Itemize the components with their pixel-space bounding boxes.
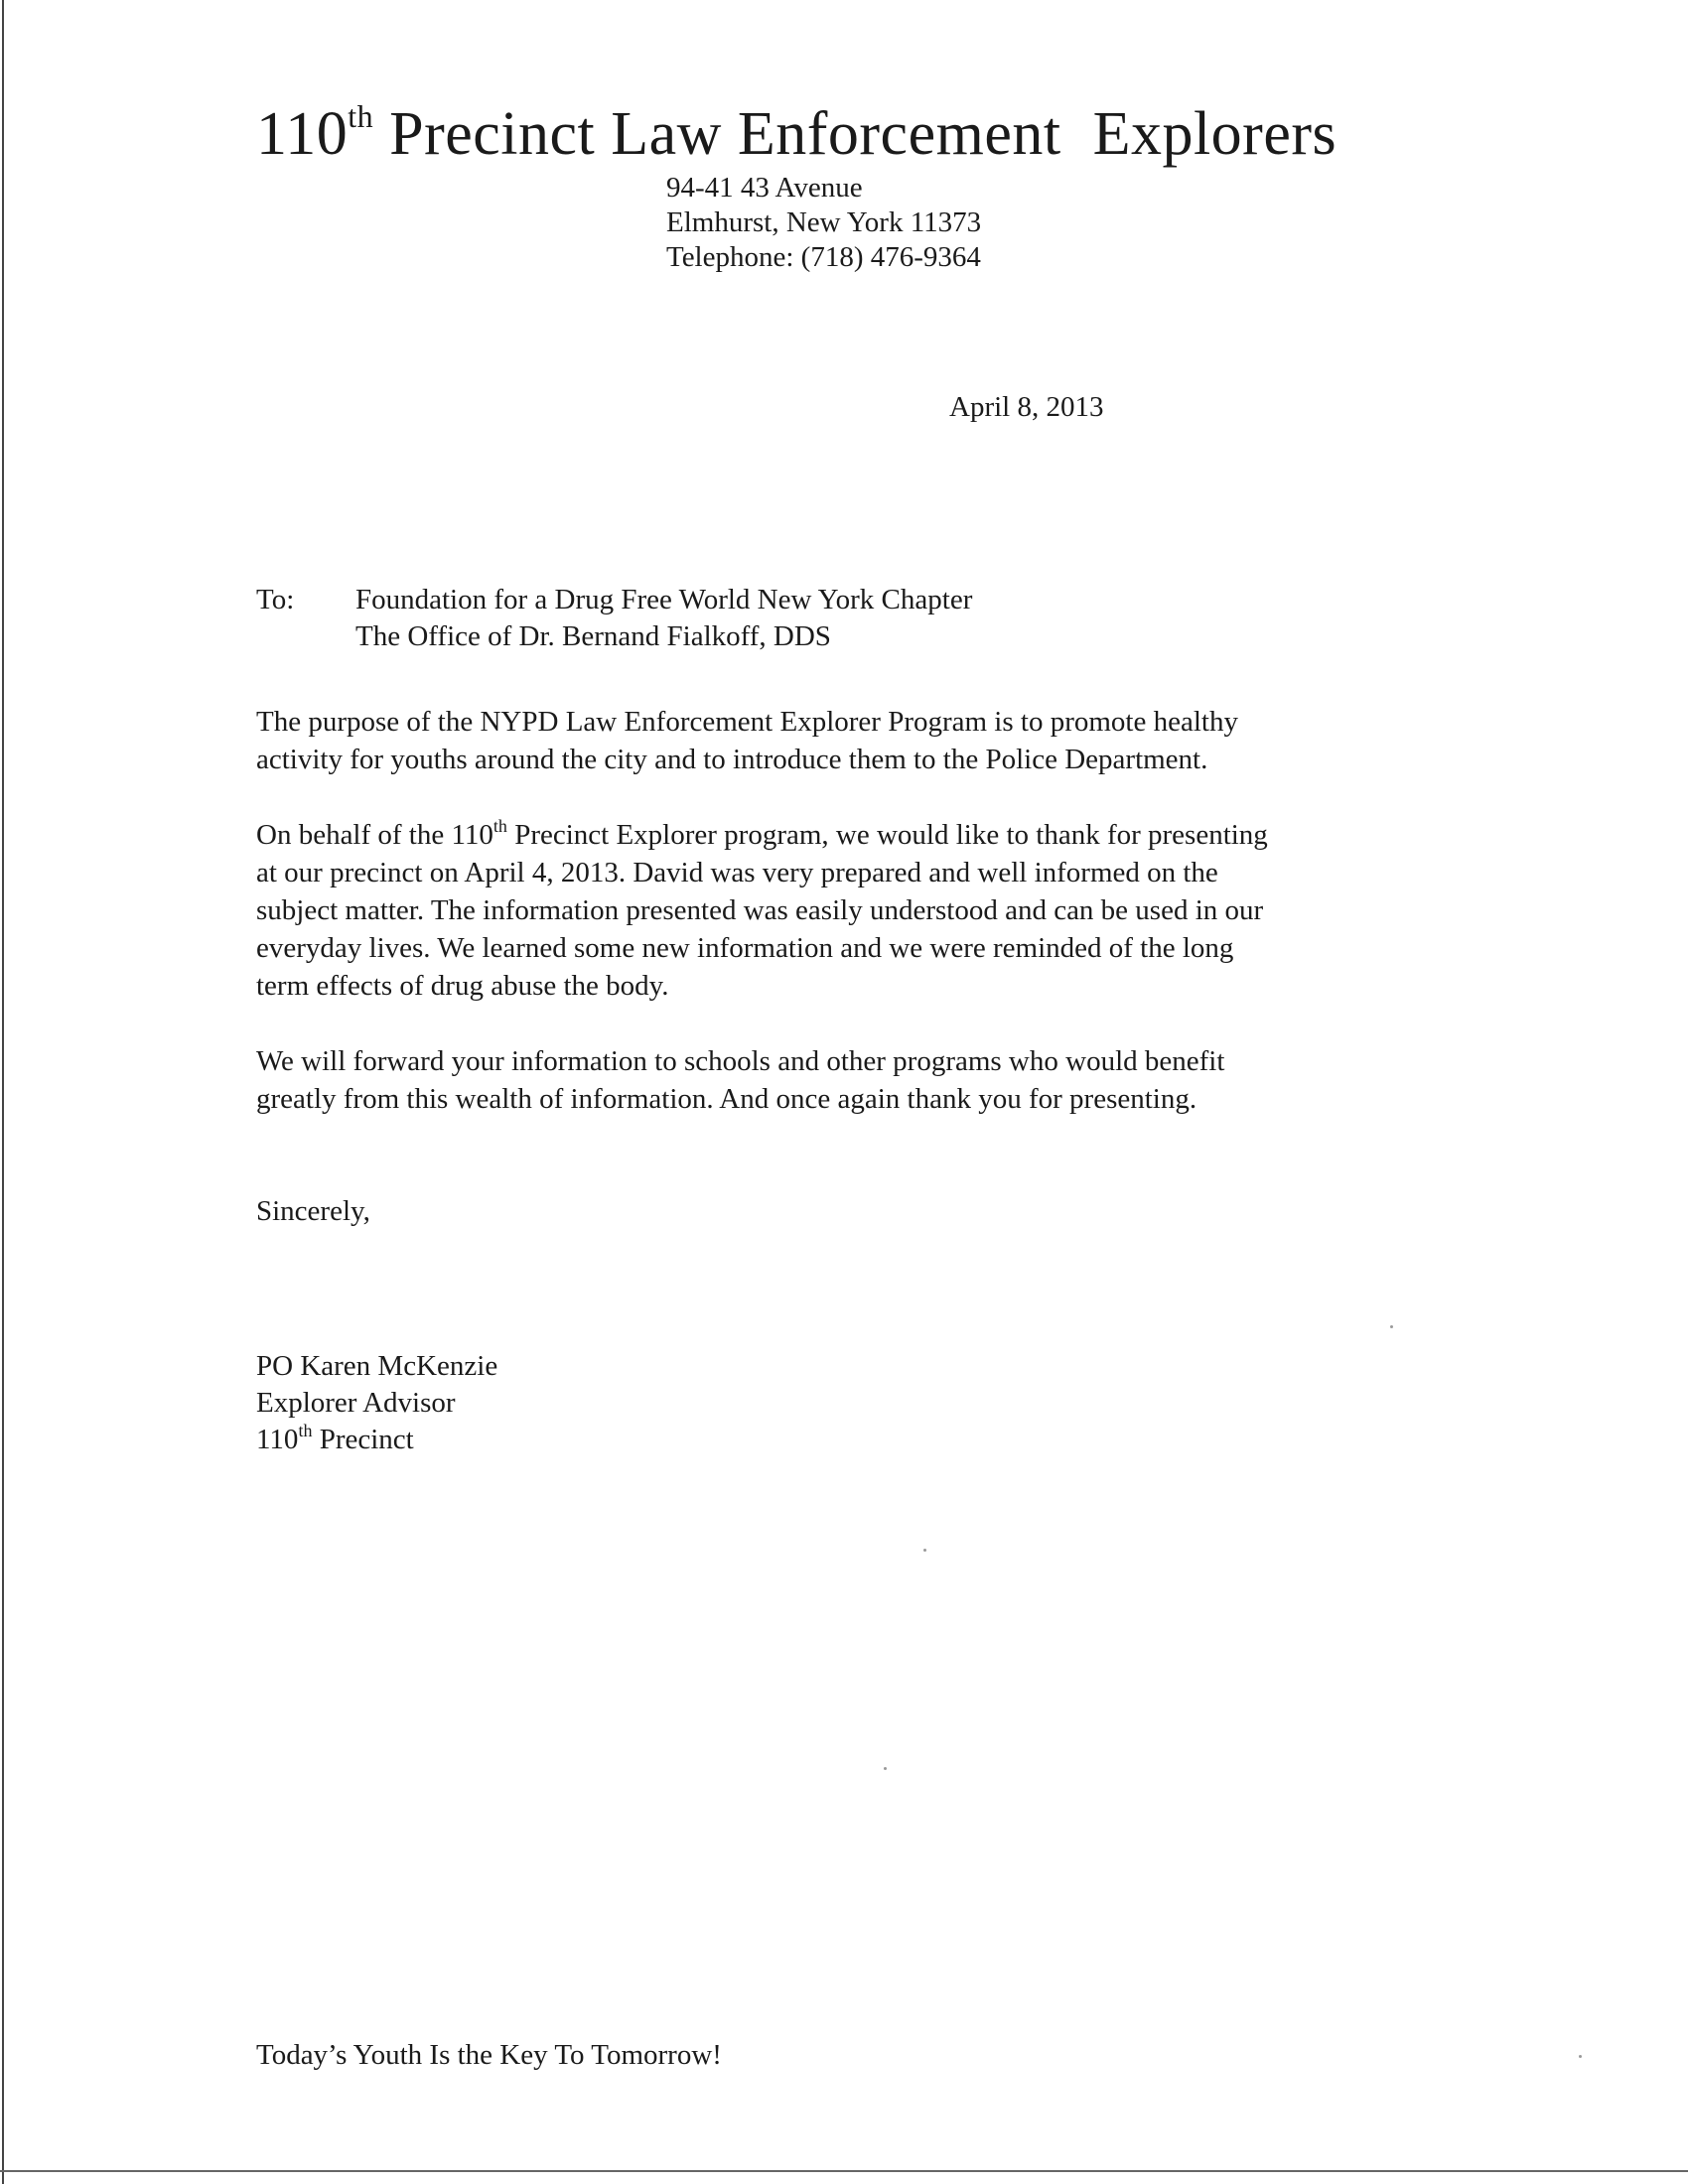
letterhead-title [256,99,1336,170]
paragraph-line: activity for youths around the city and to introduce them to the Police Department. [256,744,1208,775]
footer-motto: Today’s Youth Is the Key To Tomorrow! [256,2039,722,2071]
signature-block [256,1348,497,1458]
thanks-sup: th [492,816,507,836]
scan-speck [1390,1325,1393,1328]
recipient-line2: The Office of Dr. Bernand Fialkoff, DDS [355,620,831,652]
closing: Sincerely, [256,1195,370,1227]
title-number: 110 [256,100,349,168]
letter-date: April 8, 2013 [949,391,1104,423]
paragraph-line: term effects of drug abuse the body. [256,970,669,1002]
title-part1: Precinct Law Enforcement [389,100,1061,168]
paragraph-line: The purpose of the NYPD Law Enforcement Explorer Program is to promote healthy [256,706,1238,738]
scan-speck [1579,2055,1582,2058]
thanks-before: On behalf of the 110 [256,819,493,851]
title-suffix: th [348,98,374,134]
paragraph-line [256,816,1268,854]
paragraph-line: subject matter. The information presented was easily understood and can be used in our [256,894,1264,926]
recipient-line1: Foundation for a Drug Free World New York Chapter [355,584,973,615]
paragraph-purpose [256,703,1238,778]
signer-role: Explorer Advisor [256,1387,456,1419]
title-part2: Explorers [1092,100,1337,168]
thanks-after: Precinct Explorer program, we would like to thank for presenting [506,819,1268,851]
address-street: 94-41 43 Avenue [666,172,863,204]
recipient-lines [355,582,972,655]
paragraph-line: greatly from this wealth of information. And once again thank you for presenting. [256,1083,1197,1115]
scan-bottom-edge [0,2170,1688,2172]
letterhead-address [666,171,981,275]
scan-speck [884,1767,887,1770]
paragraph-line: at our precinct on April 4, 2013. David was very prepared and well informed on the [256,857,1218,888]
address-city: Elmhurst, New York 11373 [666,206,982,238]
paragraph-thanks [256,816,1268,1005]
signer-name: PO Karen McKenzie [256,1350,498,1382]
scan-speck [923,1549,926,1552]
paragraph-line: We will forward your information to schools and other programs who would benefit [256,1045,1225,1077]
paragraph-line: everyday lives. We learned some new information and we were reminded of the long [256,932,1234,964]
address-telephone: Telephone: (718) 476-9364 [666,241,981,273]
recipient-label: To: [256,584,295,615]
signer-unit [256,1422,497,1458]
unit-rest: Precinct [312,1424,414,1455]
scan-left-edge [2,0,4,2184]
unit-number: 110 [256,1424,299,1455]
unit-suffix: th [298,1421,313,1440]
paragraph-forward [256,1042,1224,1118]
